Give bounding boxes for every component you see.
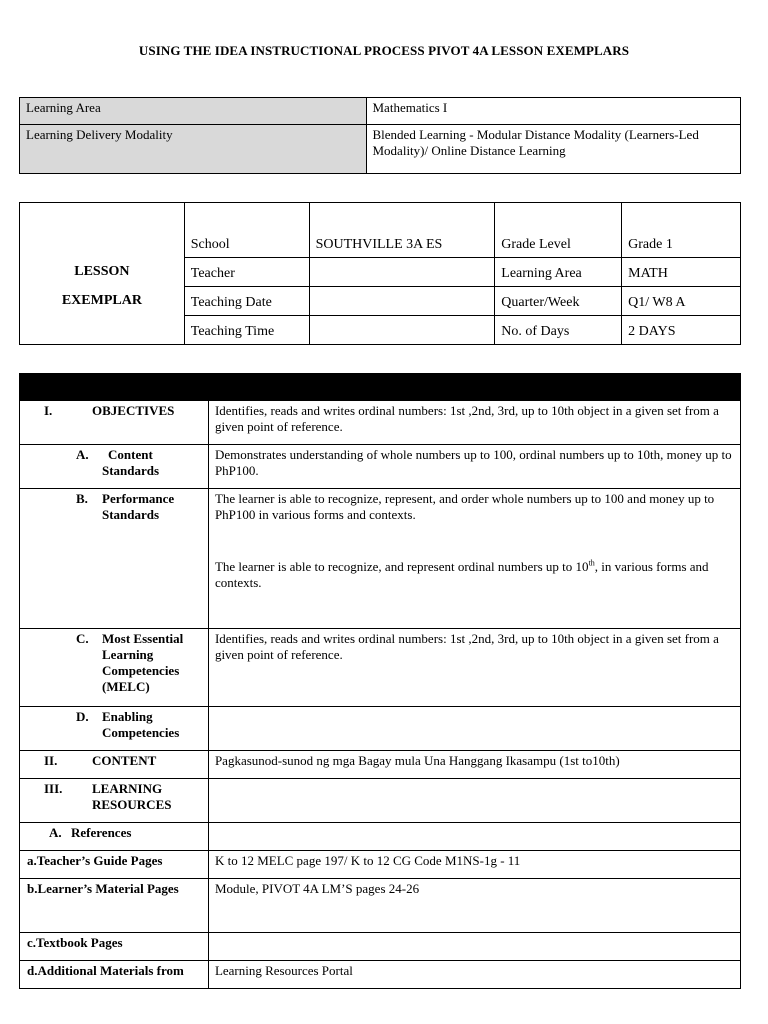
lesson-line1: LESSON	[74, 263, 130, 279]
learning-info-table	[19, 97, 741, 174]
learning-area-label: Learning Area	[495, 258, 622, 287]
no-of-days-value: 2 DAYS	[622, 316, 741, 345]
enabling-competencies-text	[208, 707, 740, 751]
objectives-title: OBJECTIVES	[92, 403, 175, 418]
school-label: School	[184, 203, 309, 258]
teaching-time-value	[309, 316, 495, 345]
delivery-modality-label: Learning Delivery Modality	[20, 125, 367, 174]
textbook-pages-label: c.Textbook Pages	[20, 933, 209, 961]
references-num: A.	[49, 825, 62, 840]
resources-num: III.	[44, 781, 63, 796]
melc-line4: (MELC)	[102, 679, 150, 694]
table-row	[20, 203, 741, 258]
table-row	[20, 751, 741, 779]
teacher-value	[309, 258, 495, 287]
teaching-date-value	[309, 287, 495, 316]
additional-materials-label: d.Additional Materials from	[20, 961, 209, 989]
learning-resources-text	[208, 779, 740, 823]
content-title: CONTENT	[92, 753, 157, 768]
resources-line2: RESOURCES	[92, 797, 172, 812]
lesson-header-table	[19, 202, 741, 345]
teaching-time-label: Teaching Time	[184, 316, 309, 345]
table-row	[20, 823, 741, 851]
table-row	[20, 851, 741, 879]
learning-area-value: MATH	[622, 258, 741, 287]
objectives-label	[20, 401, 209, 445]
table-row	[20, 445, 741, 489]
textbook-pages-text	[208, 933, 740, 961]
delivery-modality-value: Blended Learning - Modular Distance Modality (Learners-Led Modality)/ Online Distance Learning	[366, 125, 741, 174]
references-text	[208, 823, 740, 851]
performance-text-2a: The learner is able to recognize, and represent ordinal numbers up to 10	[214, 559, 589, 574]
no-of-days-label: No. of Days	[495, 316, 622, 345]
content-text: Pagkasunod-sunod ng mga Bagay mula Una Hanggang Ikasampu (1st to10th)	[208, 751, 740, 779]
quarter-week-value: Q1/ W8 A	[622, 287, 741, 316]
learners-material-label: b.Learner’s Material Pages	[20, 879, 209, 933]
table-row	[20, 629, 741, 707]
table-row	[20, 933, 741, 961]
performance-text-2	[215, 559, 734, 591]
melc-label	[20, 629, 209, 707]
teacher-label: Teacher	[184, 258, 309, 287]
enabling-line1: Enabling	[102, 709, 153, 724]
melc-line2: Learning	[102, 647, 154, 662]
content-standards-text: Demonstrates understanding of whole numbers up to 100, ordinal numbers up to 10th, money up to PhP100.	[208, 445, 740, 489]
table-row	[20, 98, 741, 125]
table-row	[20, 125, 741, 174]
content-standards-line1: Content	[108, 447, 153, 462]
performance-standards-line1: Performance	[102, 491, 175, 506]
lesson-plan-table	[19, 373, 741, 989]
table-header-bar	[20, 374, 741, 401]
content-num: II.	[44, 753, 58, 768]
melc-line3: Competencies	[102, 663, 180, 678]
grade-level-label: Grade Level	[495, 203, 622, 258]
melc-line1: Most Essential	[102, 631, 184, 646]
school-value: SOUTHVILLE 3A ES	[309, 203, 495, 258]
table-row	[20, 961, 741, 989]
enabling-num: D.	[76, 709, 89, 724]
enabling-competencies-label	[20, 707, 209, 751]
table-row	[20, 489, 741, 629]
performance-standards-text	[208, 489, 740, 629]
table-row	[20, 401, 741, 445]
performance-standards-label	[20, 489, 209, 629]
teachers-guide-text: K to 12 MELC page 197/ K to 12 CG Code M1NS-1g - 11	[208, 851, 740, 879]
melc-text: Identifies, reads and writes ordinal numbers: 1st ,2nd, 3rd, up to 10th object in a given set from a given point of reference.	[208, 629, 740, 707]
learning-resources-label	[20, 779, 209, 823]
performance-text-1: The learner is able to recognize, represent, and order whole numbers up to 100 and money up to PhP100 in various forms and contexts.	[214, 491, 715, 522]
teaching-date-label: Teaching Date	[184, 287, 309, 316]
performance-text-2b: , in various forms and contexts.	[214, 559, 709, 590]
document-title: USING THE IDEA INSTRUCTIONAL PROCESS PIVOT 4A LESSON EXEMPLARS	[138, 43, 630, 58]
content-label	[20, 751, 209, 779]
performance-standards-num: B.	[76, 491, 88, 506]
resources-line1: LEARNING	[92, 781, 163, 796]
table-row	[20, 879, 741, 933]
enabling-line2: Competencies	[102, 725, 180, 740]
table-row	[20, 779, 741, 823]
objectives-text: Identifies, reads and writes ordinal numbers: 1st ,2nd, 3rd, up to 10th object in a given set from a given point of reference.	[208, 401, 740, 445]
objectives-num: I.	[44, 403, 53, 418]
performance-standards-line2: Standards	[102, 507, 160, 522]
learning-area-label: Learning Area	[20, 98, 367, 125]
content-standards-line2: Standards	[102, 463, 160, 478]
references-title: References	[71, 825, 132, 840]
quarter-week-label: Quarter/Week	[495, 287, 622, 316]
learning-area-value: Mathematics I	[366, 98, 741, 125]
performance-text-2-sup: th	[588, 558, 595, 568]
lesson-line2: EXEMPLAR	[61, 292, 142, 308]
lesson-exemplar-heading	[20, 203, 185, 345]
learners-material-text: Module, PIVOT 4A LM’S pages 24-26	[208, 879, 740, 933]
content-standards-label	[20, 445, 209, 489]
table-row	[20, 707, 741, 751]
additional-materials-text: Learning Resources Portal	[208, 961, 740, 989]
grade-level-value: Grade 1	[622, 203, 741, 258]
content-standards-num: A.	[76, 447, 89, 462]
melc-num: C.	[76, 631, 89, 646]
teachers-guide-label: a.Teacher’s Guide Pages	[20, 851, 209, 879]
references-label	[20, 823, 209, 851]
